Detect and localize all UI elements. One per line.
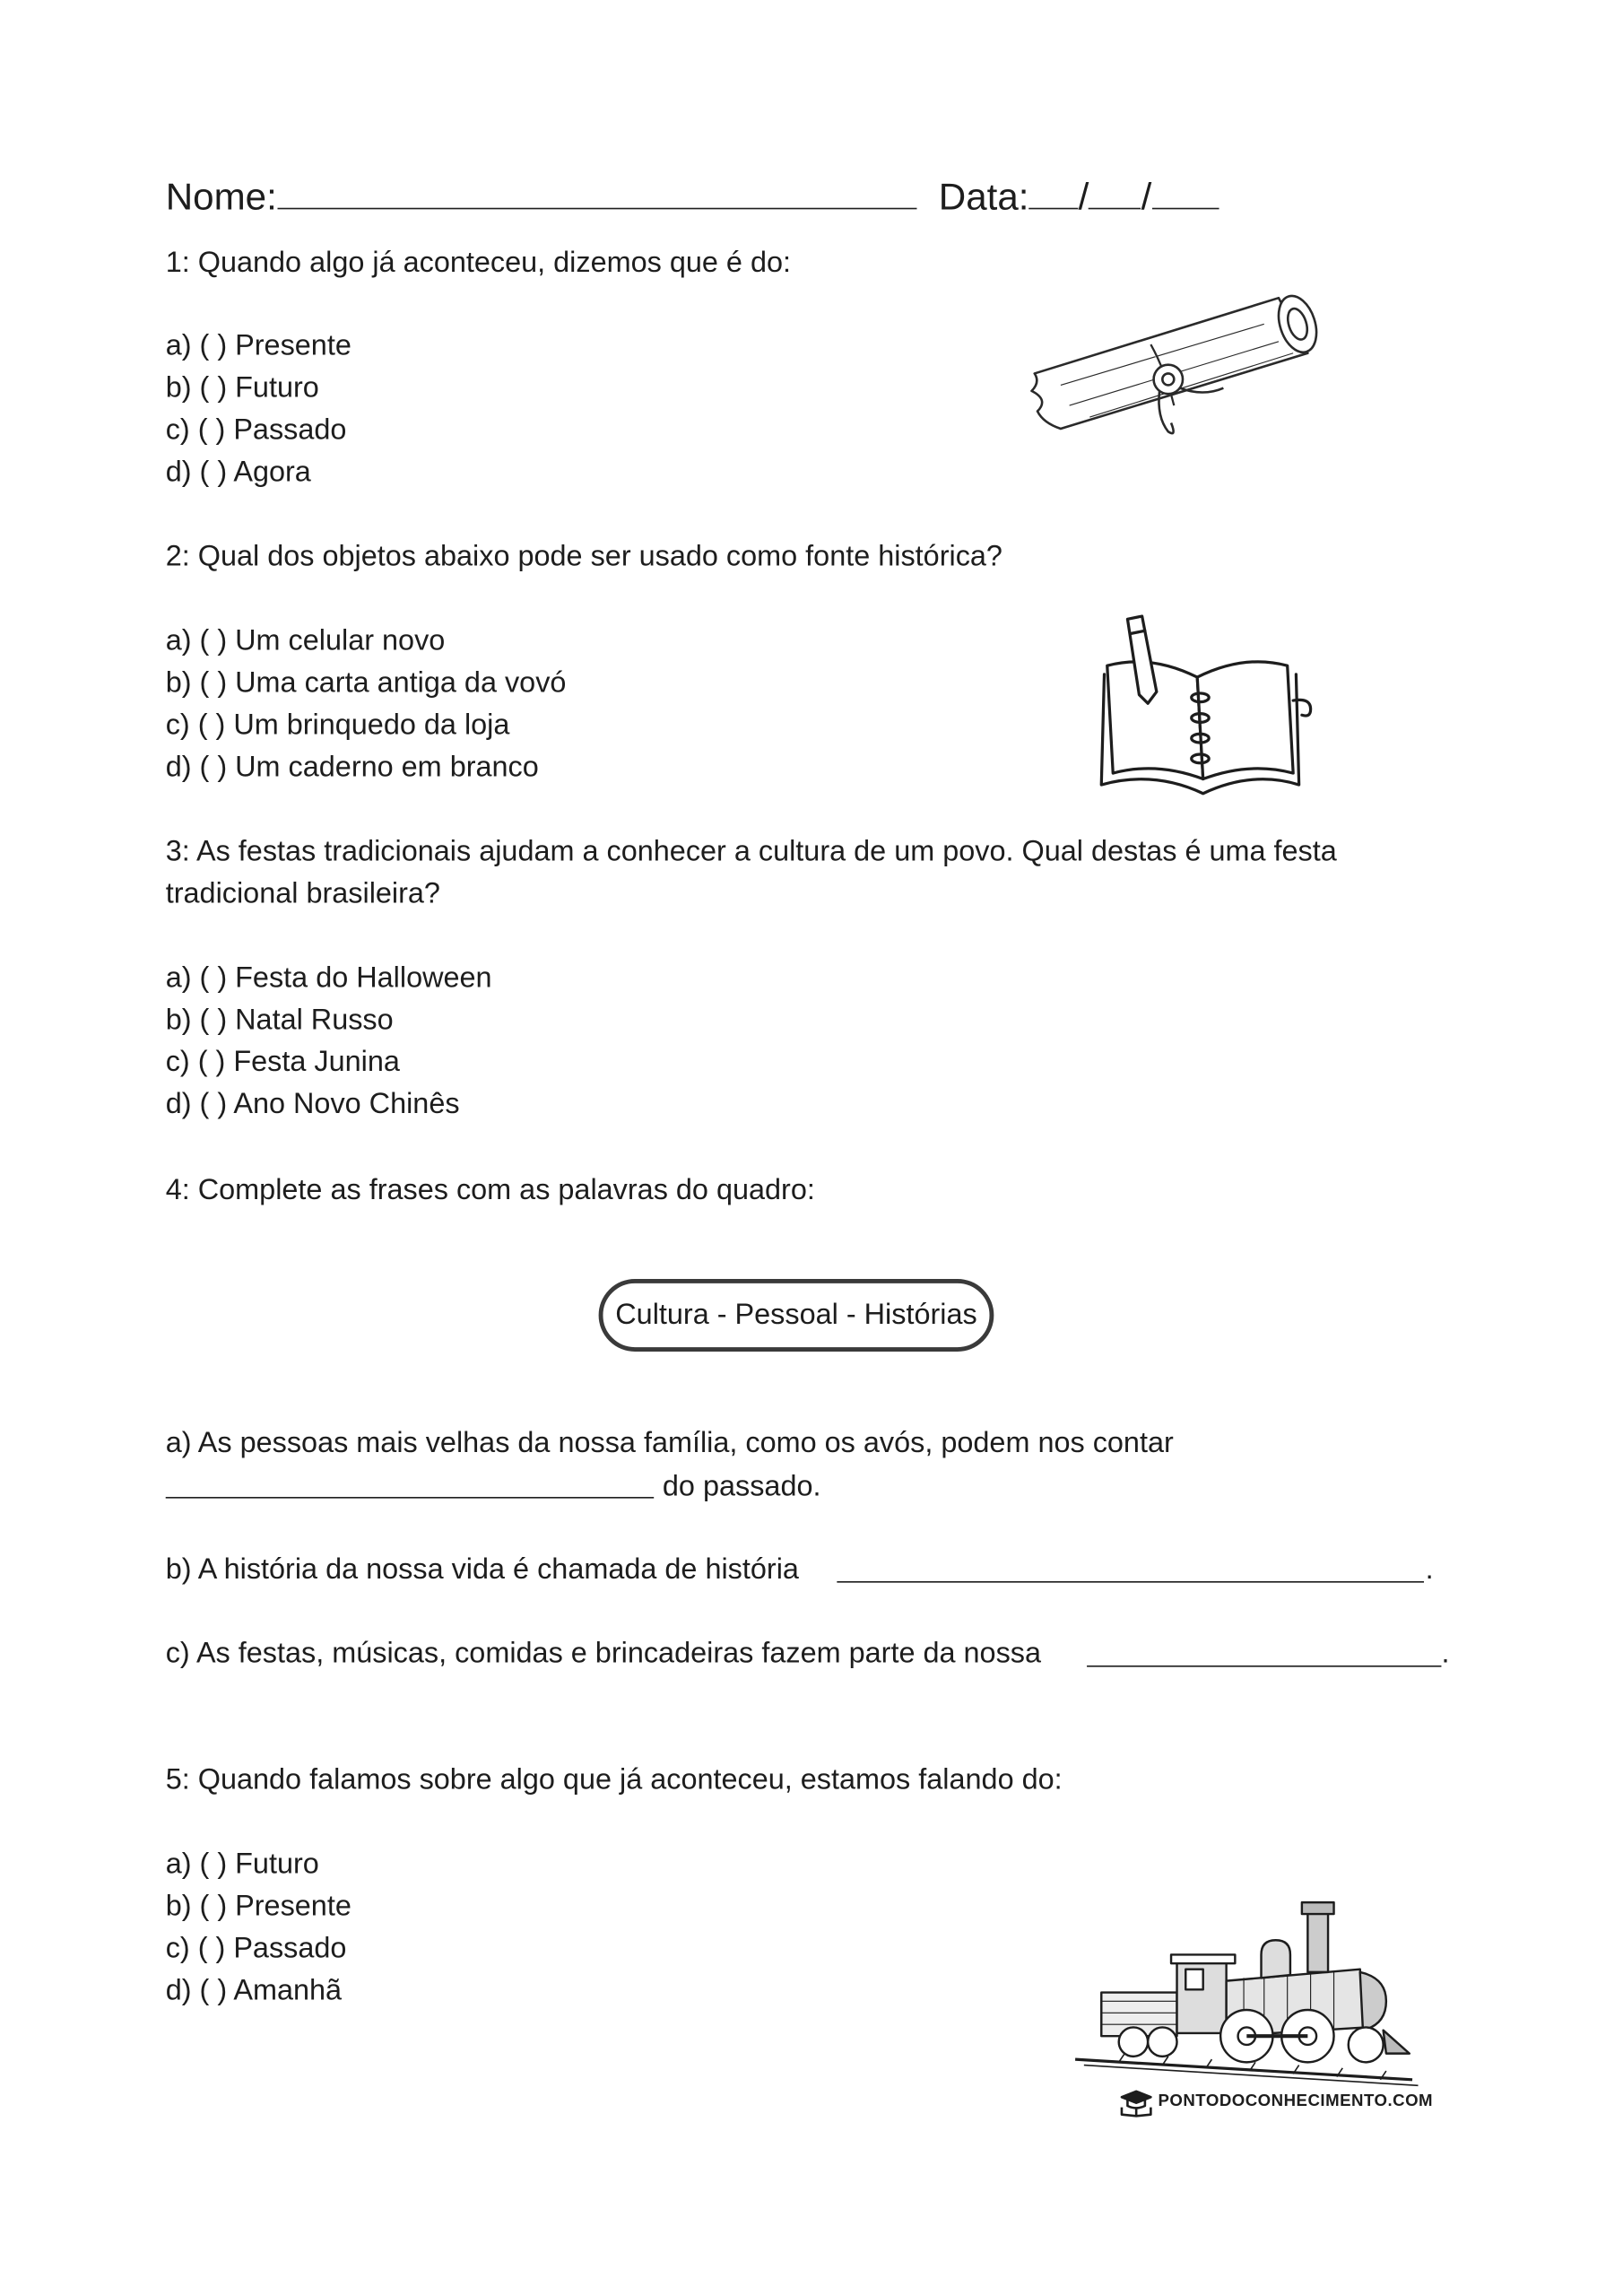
q3-option-b[interactable]: b) ( ) Natal Russo <box>165 1004 394 1037</box>
q3-option-d[interactable]: d) ( ) Ano Novo Chinês <box>165 1088 460 1121</box>
steam-locomotive-icon <box>1075 1897 1424 2086</box>
q4-c-text: c) As festas, músicas, comidas e brincadeiras fazem parte da nossa <box>165 1638 1042 1670</box>
q4-a-line1: a) As pessoas mais velhas da nossa família, como os avós, podem nos contar <box>165 1427 1174 1459</box>
q5-prompt: 5: Quando falamos sobre algo que já aconteceu, estamos falando do: <box>165 1764 1063 1796</box>
q2-option-b[interactable]: b) ( ) Uma carta antiga da vovó <box>165 666 567 700</box>
footer-brand-text: PONTODOCONHECIMENTO.COM <box>1158 2092 1434 2111</box>
q1-option-a[interactable]: a) ( ) Presente <box>165 329 352 362</box>
date-day-blank[interactable] <box>1029 176 1079 209</box>
word-box <box>599 1279 994 1352</box>
rolled-scroll-icon <box>1017 283 1351 457</box>
q3-prompt-line1: 3: As festas tradicionais ajudam a conhecer a cultura de um povo. Qual destas é uma festa <box>165 835 1337 868</box>
q1-option-c[interactable]: c) ( ) Passado <box>165 413 347 447</box>
q2-option-c[interactable]: c) ( ) Um brinquedo da loja <box>165 709 510 742</box>
name-blank[interactable] <box>277 176 916 209</box>
q2-prompt: 2: Qual dos objetos abaixo pode ser usado como fonte histórica? <box>165 540 1002 573</box>
q3-prompt-line2: tradicional brasileira? <box>165 877 440 910</box>
q4-b-blank[interactable] <box>837 1581 1424 1583</box>
q4-b-text: b) A história da nossa vida é chamada de história <box>165 1553 799 1586</box>
q1-prompt: 1: Quando algo já aconteceu, dizemos que é do: <box>165 247 792 280</box>
q4-c-end: . <box>1441 1638 1450 1670</box>
q2-option-d[interactable]: d) ( ) Um caderno em branco <box>165 751 539 784</box>
q4-prompt: 4: Complete as frases com as palavras do quadro: <box>165 1174 815 1206</box>
date-year-blank[interactable] <box>1151 176 1219 209</box>
q5-option-c[interactable]: c) ( ) Passado <box>165 1933 347 1965</box>
graduation-cap-book-icon <box>1119 2089 1154 2118</box>
word-box-text: Cultura - Pessoal - Histórias <box>615 1299 977 1332</box>
q5-option-b[interactable]: b) ( ) Presente <box>165 1891 352 1923</box>
q4-a-line2-end: do passado. <box>662 1470 821 1503</box>
date-month-blank[interactable] <box>1089 176 1141 209</box>
q1-option-b[interactable]: b) ( ) Futuro <box>165 371 319 404</box>
q2-option-a[interactable]: a) ( ) Um celular novo <box>165 624 446 657</box>
q4-a-blank[interactable] <box>166 1497 654 1499</box>
footer-brand <box>1119 2089 1433 2118</box>
q3-option-c[interactable]: c) ( ) Festa Junina <box>165 1046 400 1079</box>
date-label: Data: / / <box>939 176 1219 215</box>
open-notebook-with-pen-icon <box>1093 611 1340 800</box>
q3-option-a[interactable]: a) ( ) Festa do Halloween <box>165 961 492 995</box>
q4-b-end: . <box>1425 1553 1434 1586</box>
q1-option-d[interactable]: d) ( ) Agora <box>165 456 311 489</box>
q5-option-d[interactable]: d) ( ) Amanhã <box>165 1975 343 2007</box>
name-label: Nome: <box>166 176 916 215</box>
q5-option-a[interactable]: a) ( ) Futuro <box>165 1848 319 1881</box>
q4-c-blank[interactable] <box>1087 1665 1441 1667</box>
